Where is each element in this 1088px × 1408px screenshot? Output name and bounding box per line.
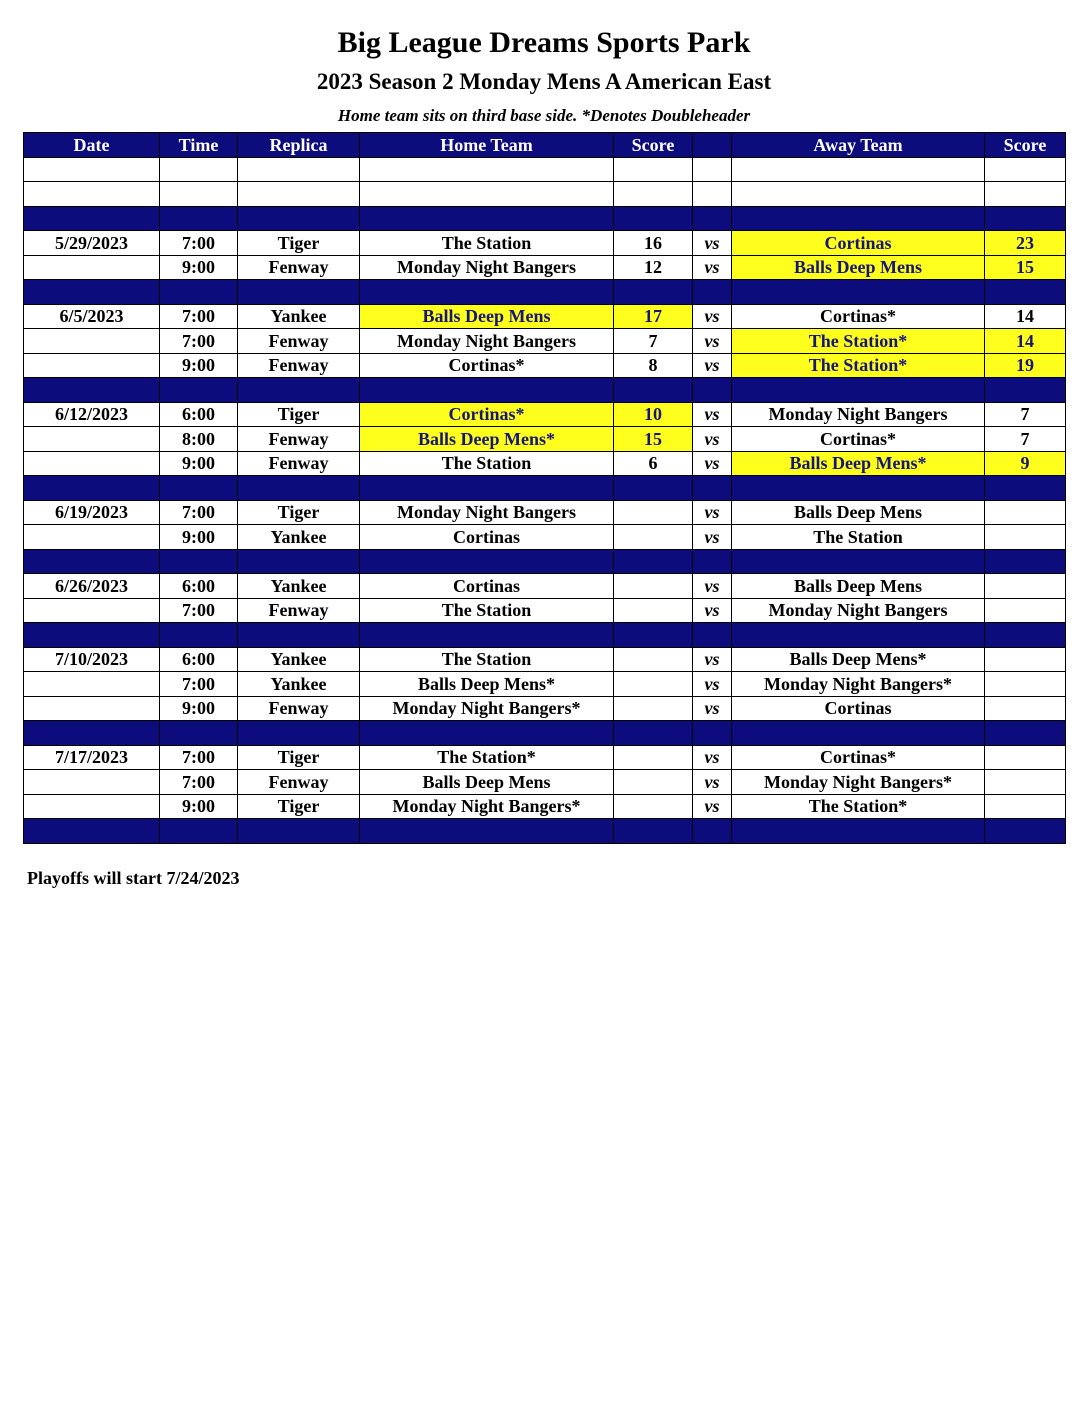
home-team: The Station* xyxy=(360,745,614,770)
home-score xyxy=(614,525,693,550)
game-time: 7:00 xyxy=(160,598,238,623)
away-team: Monday Night Bangers xyxy=(732,598,985,623)
away-score xyxy=(985,525,1066,550)
home-team: Balls Deep Mens* xyxy=(360,427,614,452)
week-separator xyxy=(24,476,1066,501)
empty-cell xyxy=(160,549,238,574)
empty-cell xyxy=(985,819,1066,844)
game-row xyxy=(24,353,1066,378)
away-score xyxy=(985,574,1066,599)
game-date xyxy=(24,696,160,721)
empty-cell xyxy=(614,476,693,501)
game-row xyxy=(24,427,1066,452)
empty-cell xyxy=(360,157,614,182)
vs-label: vs xyxy=(693,696,732,721)
empty-cell xyxy=(238,280,360,305)
away-team: Cortinas* xyxy=(732,304,985,329)
vs-label: vs xyxy=(693,574,732,599)
vs-label: vs xyxy=(693,329,732,354)
game-date: 5/29/2023 xyxy=(24,231,160,256)
game-replica: Fenway xyxy=(238,451,360,476)
home-team: Balls Deep Mens* xyxy=(360,672,614,697)
game-replica: Tiger xyxy=(238,402,360,427)
empty-cell xyxy=(360,378,614,403)
empty-cell xyxy=(985,206,1066,231)
game-time: 8:00 xyxy=(160,427,238,452)
game-date: 6/5/2023 xyxy=(24,304,160,329)
page-title: Big League Dreams Sports Park xyxy=(337,26,751,59)
empty-cell xyxy=(985,721,1066,746)
game-date xyxy=(24,329,160,354)
empty-cell xyxy=(160,623,238,648)
empty-cell xyxy=(360,819,614,844)
away-team: Balls Deep Mens* xyxy=(732,451,985,476)
game-time: 7:00 xyxy=(160,304,238,329)
empty-cell xyxy=(360,206,614,231)
game-row xyxy=(24,402,1066,427)
empty-cell xyxy=(24,721,160,746)
game-row xyxy=(24,329,1066,354)
game-time: 7:00 xyxy=(160,231,238,256)
empty-cell xyxy=(614,206,693,231)
empty-cell xyxy=(693,157,732,182)
empty-cell xyxy=(24,549,160,574)
empty-cell xyxy=(160,819,238,844)
home-team: Monday Night Bangers xyxy=(360,500,614,525)
away-score xyxy=(985,770,1066,795)
empty-cell xyxy=(238,819,360,844)
vs-label: vs xyxy=(693,745,732,770)
empty-cell xyxy=(985,549,1066,574)
home-team: The Station xyxy=(360,231,614,256)
game-row xyxy=(24,255,1066,280)
empty-cell xyxy=(985,476,1066,501)
game-time: 9:00 xyxy=(160,696,238,721)
week-separator xyxy=(24,549,1066,574)
game-replica: Yankee xyxy=(238,304,360,329)
game-replica: Fenway xyxy=(238,353,360,378)
away-team: The Station* xyxy=(732,353,985,378)
empty-cell xyxy=(693,476,732,501)
empty-cell xyxy=(985,157,1066,182)
empty-cell xyxy=(238,623,360,648)
vs-label: vs xyxy=(693,451,732,476)
week-separator xyxy=(24,206,1066,231)
game-time: 7:00 xyxy=(160,329,238,354)
col-away-score: Score xyxy=(985,133,1066,158)
empty-cell xyxy=(614,280,693,305)
empty-cell xyxy=(238,157,360,182)
game-row xyxy=(24,794,1066,819)
empty-cell xyxy=(24,280,160,305)
home-team: Balls Deep Mens xyxy=(360,304,614,329)
empty-cell xyxy=(732,182,985,207)
empty-cell xyxy=(693,819,732,844)
vs-label: vs xyxy=(693,304,732,329)
game-date: 6/19/2023 xyxy=(24,500,160,525)
col-home-score: Score xyxy=(614,133,693,158)
vs-label: vs xyxy=(693,770,732,795)
game-replica: Fenway xyxy=(238,598,360,623)
schedule-body xyxy=(24,157,1066,843)
game-replica: Yankee xyxy=(238,672,360,697)
game-time: 9:00 xyxy=(160,525,238,550)
home-score: 12 xyxy=(614,255,693,280)
game-time: 6:00 xyxy=(160,647,238,672)
home-score: 15 xyxy=(614,427,693,452)
empty-cell xyxy=(360,623,614,648)
game-time: 6:00 xyxy=(160,574,238,599)
empty-cell xyxy=(24,378,160,403)
playoffs-note: Playoffs will start 7/24/2023 xyxy=(27,868,240,888)
game-date xyxy=(24,598,160,623)
home-team: Cortinas xyxy=(360,574,614,599)
empty-cell xyxy=(24,476,160,501)
game-replica: Tiger xyxy=(238,500,360,525)
col-away-team: Away Team xyxy=(732,133,985,158)
vs-label: vs xyxy=(693,427,732,452)
empty-cell xyxy=(360,476,614,501)
game-row xyxy=(24,451,1066,476)
home-team: Monday Night Bangers* xyxy=(360,794,614,819)
empty-cell xyxy=(160,206,238,231)
vs-label: vs xyxy=(693,500,732,525)
empty-cell xyxy=(160,182,238,207)
empty-cell xyxy=(238,476,360,501)
game-row xyxy=(24,500,1066,525)
game-date xyxy=(24,353,160,378)
doubleheader-note: Home team sits on third base side. *Denotes Doubleheader xyxy=(337,106,751,125)
home-score: 7 xyxy=(614,329,693,354)
home-score: 17 xyxy=(614,304,693,329)
away-team: The Station* xyxy=(732,794,985,819)
empty-cell xyxy=(160,721,238,746)
game-time: 9:00 xyxy=(160,451,238,476)
home-score: 10 xyxy=(614,402,693,427)
home-score xyxy=(614,647,693,672)
empty-cell xyxy=(732,721,985,746)
home-team: Balls Deep Mens xyxy=(360,770,614,795)
vs-label: vs xyxy=(693,525,732,550)
schedule-table xyxy=(23,132,1066,844)
empty-cell xyxy=(693,280,732,305)
empty-cell xyxy=(360,721,614,746)
away-score xyxy=(985,598,1066,623)
away-team: Monday Night Bangers* xyxy=(732,770,985,795)
away-score: 15 xyxy=(985,255,1066,280)
empty-cell xyxy=(614,819,693,844)
away-score xyxy=(985,794,1066,819)
away-team: Balls Deep Mens xyxy=(732,574,985,599)
empty-cell xyxy=(693,721,732,746)
empty-cell xyxy=(732,206,985,231)
game-time: 7:00 xyxy=(160,770,238,795)
empty-cell xyxy=(732,378,985,403)
page-subtitle: 2023 Season 2 Monday Mens A American East xyxy=(316,69,772,94)
game-time: 9:00 xyxy=(160,255,238,280)
empty-cell xyxy=(360,549,614,574)
game-replica: Fenway xyxy=(238,770,360,795)
game-date xyxy=(24,255,160,280)
empty-cell xyxy=(614,157,693,182)
away-team: Cortinas* xyxy=(732,427,985,452)
game-replica: Fenway xyxy=(238,255,360,280)
game-row xyxy=(24,672,1066,697)
home-score xyxy=(614,500,693,525)
game-row xyxy=(24,304,1066,329)
empty-cell xyxy=(732,476,985,501)
game-row xyxy=(24,745,1066,770)
week-separator xyxy=(24,721,1066,746)
away-score xyxy=(985,647,1066,672)
away-team: Monday Night Bangers* xyxy=(732,672,985,697)
away-team: The Station* xyxy=(732,329,985,354)
home-score xyxy=(614,794,693,819)
empty-cell xyxy=(24,819,160,844)
away-team: Balls Deep Mens xyxy=(732,255,985,280)
away-score: 9 xyxy=(985,451,1066,476)
game-time: 7:00 xyxy=(160,500,238,525)
vs-label: vs xyxy=(693,647,732,672)
empty-cell xyxy=(238,378,360,403)
game-replica: Yankee xyxy=(238,647,360,672)
game-date: 6/12/2023 xyxy=(24,402,160,427)
empty-cell xyxy=(693,182,732,207)
game-date: 6/26/2023 xyxy=(24,574,160,599)
vs-label: vs xyxy=(693,231,732,256)
game-row xyxy=(24,574,1066,599)
game-time: 9:00 xyxy=(160,353,238,378)
game-row xyxy=(24,598,1066,623)
empty-cell xyxy=(732,280,985,305)
week-separator xyxy=(24,623,1066,648)
away-score: 14 xyxy=(985,329,1066,354)
empty-cell xyxy=(24,206,160,231)
col-date: Date xyxy=(24,133,160,158)
empty-cell xyxy=(732,623,985,648)
game-replica: Yankee xyxy=(238,574,360,599)
empty-cell xyxy=(693,378,732,403)
game-date xyxy=(24,672,160,697)
empty-cell xyxy=(693,549,732,574)
away-team: Balls Deep Mens* xyxy=(732,647,985,672)
game-date xyxy=(24,525,160,550)
game-time: 7:00 xyxy=(160,672,238,697)
empty-cell xyxy=(238,206,360,231)
home-team: The Station xyxy=(360,647,614,672)
game-date xyxy=(24,794,160,819)
home-team: The Station xyxy=(360,598,614,623)
vs-label: vs xyxy=(693,402,732,427)
col-replica: Replica xyxy=(238,133,360,158)
game-replica: Fenway xyxy=(238,696,360,721)
game-replica: Yankee xyxy=(238,525,360,550)
game-time: 7:00 xyxy=(160,745,238,770)
week-separator xyxy=(24,280,1066,305)
empty-cell xyxy=(693,623,732,648)
vs-label: vs xyxy=(693,598,732,623)
game-row xyxy=(24,647,1066,672)
empty-cell xyxy=(732,157,985,182)
empty-cell xyxy=(24,157,160,182)
header-row xyxy=(24,133,1066,158)
home-team: Cortinas xyxy=(360,525,614,550)
home-score: 8 xyxy=(614,353,693,378)
empty-cell xyxy=(614,378,693,403)
home-team: The Station xyxy=(360,451,614,476)
empty-cell xyxy=(238,721,360,746)
empty-cell xyxy=(238,182,360,207)
empty-cell xyxy=(732,819,985,844)
away-team: Cortinas* xyxy=(732,745,985,770)
away-score: 19 xyxy=(985,353,1066,378)
home-score xyxy=(614,745,693,770)
game-row xyxy=(24,525,1066,550)
home-score xyxy=(614,770,693,795)
week-separator xyxy=(24,378,1066,403)
home-team: Monday Night Bangers xyxy=(360,255,614,280)
empty-cell xyxy=(238,549,360,574)
empty-cell xyxy=(360,280,614,305)
col-home-team: Home Team xyxy=(360,133,614,158)
empty-cell xyxy=(160,280,238,305)
home-team: Cortinas* xyxy=(360,353,614,378)
col-time: Time xyxy=(160,133,238,158)
game-row xyxy=(24,770,1066,795)
vs-label: vs xyxy=(693,672,732,697)
away-score xyxy=(985,696,1066,721)
empty-cell xyxy=(985,182,1066,207)
empty-cell xyxy=(24,623,160,648)
home-team: Monday Night Bangers xyxy=(360,329,614,354)
away-score xyxy=(985,672,1066,697)
game-date xyxy=(24,770,160,795)
away-score: 14 xyxy=(985,304,1066,329)
empty-cell xyxy=(24,182,160,207)
empty-cell xyxy=(985,623,1066,648)
game-time: 9:00 xyxy=(160,794,238,819)
empty-cell xyxy=(693,206,732,231)
game-date xyxy=(24,427,160,452)
home-score xyxy=(614,672,693,697)
away-score xyxy=(985,745,1066,770)
home-score xyxy=(614,598,693,623)
away-team: Cortinas xyxy=(732,696,985,721)
game-replica: Fenway xyxy=(238,329,360,354)
away-team: Balls Deep Mens xyxy=(732,500,985,525)
game-replica: Tiger xyxy=(238,231,360,256)
empty-row xyxy=(24,182,1066,207)
game-date xyxy=(24,451,160,476)
game-date: 7/17/2023 xyxy=(24,745,160,770)
empty-cell xyxy=(160,476,238,501)
empty-cell xyxy=(160,157,238,182)
away-team: The Station xyxy=(732,525,985,550)
vs-label: vs xyxy=(693,353,732,378)
empty-cell xyxy=(614,721,693,746)
empty-cell xyxy=(160,378,238,403)
home-score xyxy=(614,574,693,599)
away-score: 7 xyxy=(985,402,1066,427)
away-team: Monday Night Bangers xyxy=(732,402,985,427)
game-replica: Tiger xyxy=(238,745,360,770)
home-team: Cortinas* xyxy=(360,402,614,427)
away-score xyxy=(985,500,1066,525)
empty-cell xyxy=(614,549,693,574)
empty-cell xyxy=(614,182,693,207)
home-score: 16 xyxy=(614,231,693,256)
vs-label: vs xyxy=(693,794,732,819)
away-score: 7 xyxy=(985,427,1066,452)
game-replica: Fenway xyxy=(238,427,360,452)
empty-cell xyxy=(732,549,985,574)
home-score: 6 xyxy=(614,451,693,476)
vs-label: vs xyxy=(693,255,732,280)
empty-row xyxy=(24,157,1066,182)
away-team: Cortinas xyxy=(732,231,985,256)
empty-cell xyxy=(614,623,693,648)
home-team: Monday Night Bangers* xyxy=(360,696,614,721)
game-replica: Tiger xyxy=(238,794,360,819)
empty-cell xyxy=(985,378,1066,403)
empty-cell xyxy=(985,280,1066,305)
game-row xyxy=(24,231,1066,256)
game-row xyxy=(24,696,1066,721)
game-date: 7/10/2023 xyxy=(24,647,160,672)
home-score xyxy=(614,696,693,721)
game-time: 6:00 xyxy=(160,402,238,427)
week-separator xyxy=(24,819,1066,844)
col-vs xyxy=(693,133,732,158)
away-score: 23 xyxy=(985,231,1066,256)
empty-cell xyxy=(360,182,614,207)
